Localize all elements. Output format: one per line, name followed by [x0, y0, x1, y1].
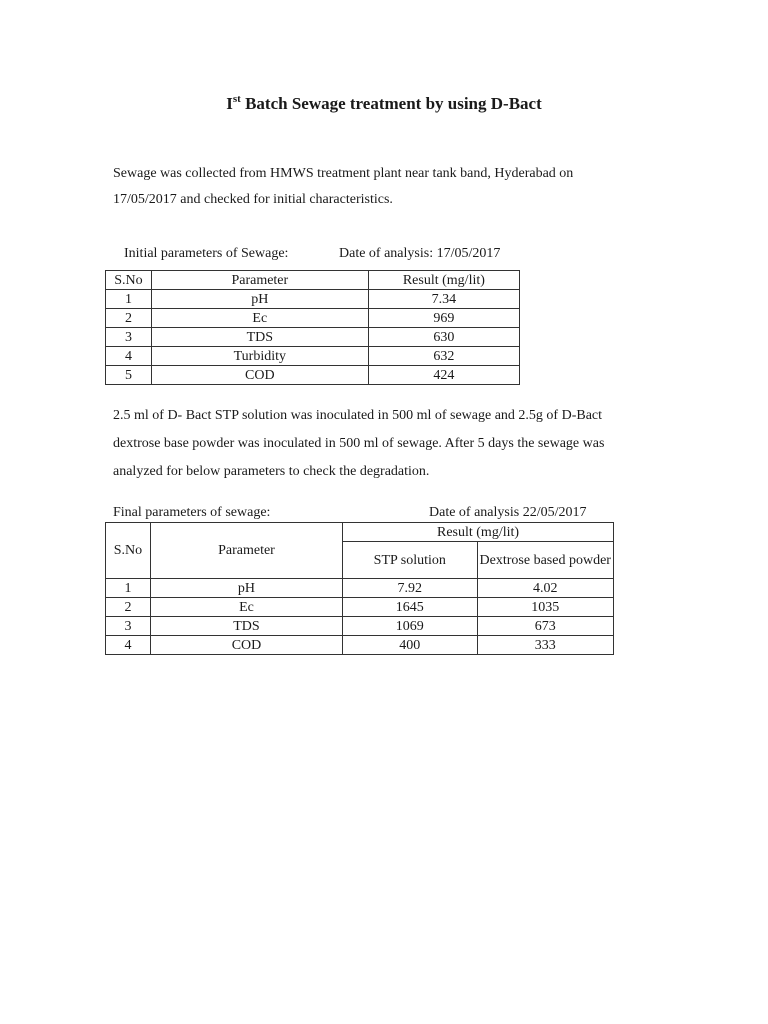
document-title	[0, 93, 768, 114]
intro-line-1: Sewage was collected from HMWS treatment plant near tank band, Hyderabad on	[113, 166, 574, 181]
header-result: Result (mg/lit)	[343, 523, 614, 542]
cell-sno: 1	[106, 579, 151, 598]
cell-sno: 4	[106, 347, 152, 366]
procedure-line-3: analyzed for below parameters to check the degradation.	[113, 464, 430, 479]
table-row	[106, 579, 614, 598]
cell-parameter: TDS	[150, 617, 342, 636]
table-row	[106, 366, 520, 385]
table-row	[106, 290, 520, 309]
cell-parameter: Ec	[150, 598, 342, 617]
cell-parameter: Turbidity	[151, 347, 368, 366]
table-header-row	[106, 271, 520, 290]
header-parameter: Parameter	[150, 523, 342, 579]
cell-stp: 1645	[343, 598, 477, 617]
header-stp-solution: STP solution	[343, 542, 477, 579]
cell-parameter: Ec	[151, 309, 368, 328]
cell-parameter: pH	[151, 290, 368, 309]
procedure-paragraph	[113, 402, 653, 486]
cell-result: 7.34	[368, 290, 519, 309]
cell-parameter: pH	[150, 579, 342, 598]
cell-result: 632	[368, 347, 519, 366]
cell-result: 969	[368, 309, 519, 328]
final-caption: Final parameters of sewage:	[113, 505, 271, 520]
cell-sno: 1	[106, 290, 152, 309]
cell-dextrose: 673	[477, 617, 614, 636]
table-header-row	[106, 523, 614, 542]
table-row	[106, 598, 614, 617]
initial-caption: Initial parameters of Sewage:	[124, 246, 289, 261]
cell-parameter: COD	[150, 636, 342, 655]
initial-parameters-table	[105, 270, 520, 385]
cell-sno: 5	[106, 366, 152, 385]
header-parameter: Parameter	[151, 271, 368, 290]
cell-parameter: TDS	[151, 328, 368, 347]
header-sno: S.No	[106, 271, 152, 290]
table-row	[106, 617, 614, 636]
title-superscript: st	[232, 93, 241, 105]
table-row	[106, 636, 614, 655]
cell-dextrose: 4.02	[477, 579, 614, 598]
title-roman: I	[226, 94, 233, 113]
intro-paragraph	[113, 161, 653, 213]
title-text: Batch Sewage treatment by using D-Bact	[240, 94, 542, 113]
cell-stp: 7.92	[343, 579, 477, 598]
cell-stp: 1069	[343, 617, 477, 636]
cell-dextrose: 1035	[477, 598, 614, 617]
cell-result: 630	[368, 328, 519, 347]
table-row	[106, 328, 520, 347]
cell-sno: 2	[106, 598, 151, 617]
initial-date: Date of analysis: 17/05/2017	[339, 246, 501, 261]
cell-sno: 3	[106, 617, 151, 636]
procedure-line-2: dextrose base powder was inoculated in 500 ml of sewage. After 5 days the sewage was	[113, 436, 605, 451]
cell-sno: 3	[106, 328, 152, 347]
header-result: Result (mg/lit)	[368, 271, 519, 290]
cell-parameter: COD	[151, 366, 368, 385]
cell-stp: 400	[343, 636, 477, 655]
intro-line-2: 17/05/2017 and checked for initial characteristics.	[113, 192, 393, 207]
final-parameters-table	[105, 522, 614, 655]
cell-sno: 2	[106, 309, 152, 328]
table-row	[106, 309, 520, 328]
header-dextrose-powder: Dextrose based powder	[477, 542, 614, 579]
cell-sno: 4	[106, 636, 151, 655]
cell-result: 424	[368, 366, 519, 385]
procedure-line-1: 2.5 ml of D- Bact STP solution was inoculated in 500 ml of sewage and 2.5g of D-Bact	[113, 408, 603, 423]
cell-dextrose: 333	[477, 636, 614, 655]
table-row	[106, 347, 520, 366]
header-sno: S.No	[106, 523, 151, 579]
final-date: Date of analysis 22/05/2017	[429, 505, 587, 520]
